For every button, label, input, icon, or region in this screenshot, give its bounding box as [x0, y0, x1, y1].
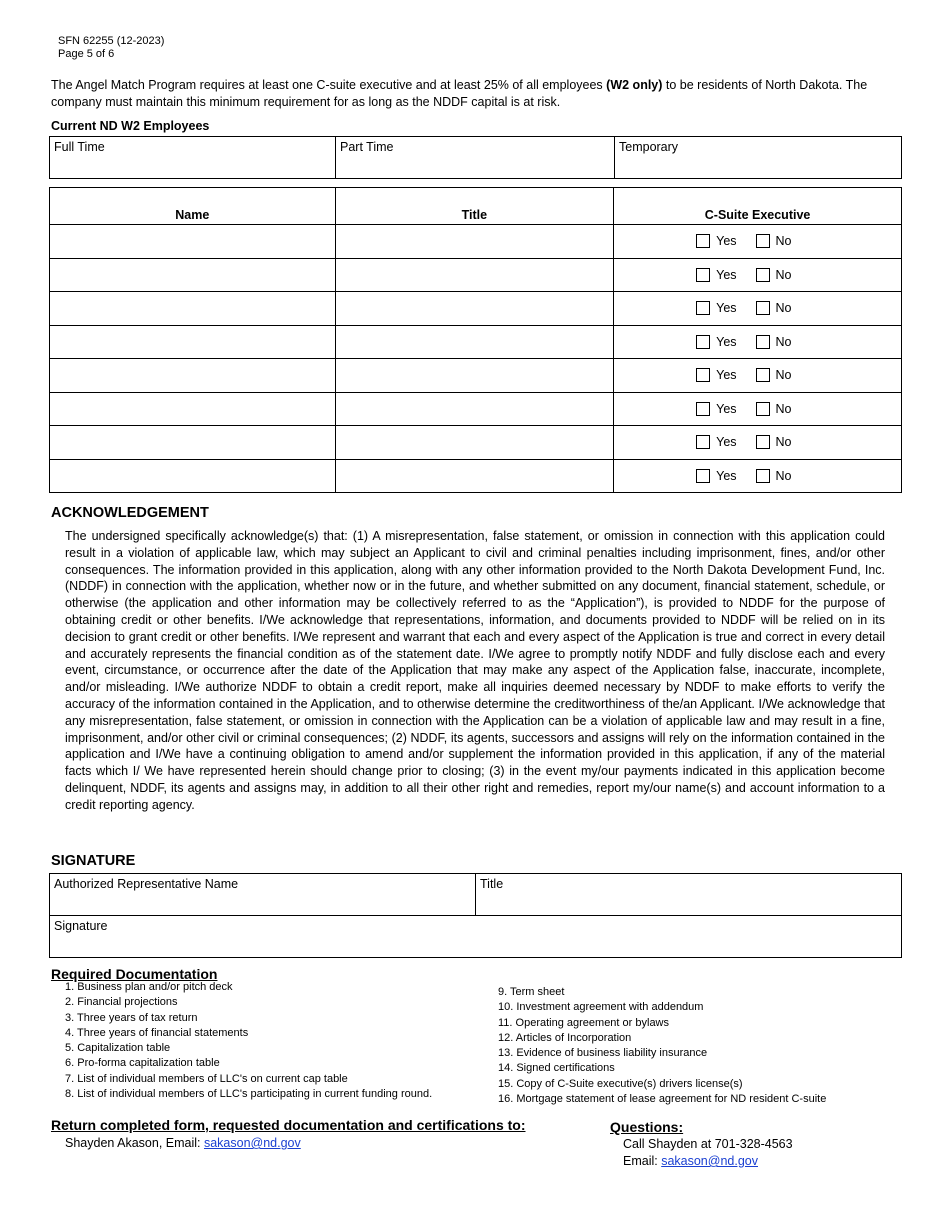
acknowledgement-text: The undersigned specifically acknowledge(s) that: (1) A misrepresentation, false statement, or omission in connection with this application could result in a violation of applicable law, which may subject an Applicant to civil and criminal penalties including imprisonment, fines, and/or other consequences. The information provided in this application, along with any other information provided to the North Dakota Development Fund, Inc. (NDDF) in connection with the application, whether now or in the future, and whether submitted on any document, financial statement, schedule, or otherwise (the application and other information may be collectively referred to as the “Application”), is provided to NDDF for the purpose of obtaining credit or other benefits. I/We acknowledge that representations, information, and documents provided to NDDF will be relied on in its decision to grant credit or other benefits. I/We represent and warrant that each and every aspect of the Application is true and correct in every detail and accurately represents the financial condition as of the statement date. I/We agree to promptly notify NDDF and fully disclose each and every event, circumstance, or occurrence after the date of the Application that may make any aspect of the Application false, inaccurate, incomplete, and/or misleading. I/We authorize NDDF to obtain a credit report, make all inquiries deemed necessary by NDDF to make efforts to verify the accuracy of the information contained in the Application, and to otherwise determine the creditworthiness of the/an Applicant. I/We acknowledge that any misrepresentation, false statement, or omission in connection with the Application can be a violation of applicable law and may result in a fine, imprisonment, and/or other civil or criminal consequences; (2) NDDF, its agents, successors and assigns will rely on the information contained in the application and I/We have a continuing obligation to amend and/or supplement the information provided in this application, if any of the material facts which I/ We have represented herein should change prior to closing; (3) in the event my/our payments indicated in this application become delinquent, NDDF, its agents and assigns may, in addition to all their other right and remedies, report my/our name(s) and account information to a credit reporting agency.	[65, 529, 885, 812]
csuite-options	[614, 435, 901, 449]
csuite-options	[614, 268, 901, 282]
employee-title-cell[interactable]	[335, 225, 614, 259]
return-contact-text: Shayden Akason, Email:	[65, 1136, 204, 1150]
required-docs-title: Required Documentation	[51, 966, 218, 982]
no-label: No	[775, 301, 792, 316]
questions-colon: :	[678, 1119, 684, 1135]
employee-title-cell[interactable]	[335, 359, 614, 393]
required-doc-item: 2. Financial projections	[65, 996, 178, 1009]
intro-text-1: The Angel Match Program requires at least one C-suite executive and at least 25% of all employees	[51, 78, 607, 92]
table-row	[50, 258, 902, 292]
form-number: SFN 62255 (12-2023)	[58, 35, 165, 47]
required-doc-item: 13. Evidence of business liability insurance	[498, 1047, 708, 1060]
no-checkbox[interactable]	[756, 402, 770, 416]
yes-label: Yes	[716, 435, 737, 450]
signature-row-1	[49, 873, 902, 916]
signature-row-2	[49, 915, 902, 958]
yes-checkbox[interactable]	[696, 335, 710, 349]
no-label: No	[775, 234, 792, 249]
required-docs-left	[65, 980, 432, 1102]
csuite-cell	[614, 459, 902, 493]
csuite-cell	[614, 359, 902, 393]
csuite-cell	[614, 258, 902, 292]
table-row	[50, 392, 902, 426]
no-checkbox[interactable]	[756, 435, 770, 449]
no-label: No	[775, 401, 792, 416]
employee-name-cell[interactable]	[50, 258, 336, 292]
required-doc-item: 14. Signed certifications	[498, 1062, 615, 1075]
employee-table	[49, 187, 902, 493]
questions-email-label: Email:	[623, 1154, 662, 1168]
yes-label: Yes	[716, 368, 737, 383]
signature-title: SIGNATURE	[51, 853, 136, 869]
employee-title-cell[interactable]	[335, 426, 614, 460]
yes-checkbox[interactable]	[696, 234, 710, 248]
name-column-header: Name	[50, 188, 336, 225]
no-checkbox[interactable]	[756, 335, 770, 349]
no-label: No	[775, 267, 792, 282]
employee-title-cell[interactable]	[335, 292, 614, 326]
employee-title-cell[interactable]	[335, 325, 614, 359]
temporary-field[interactable]	[615, 137, 901, 178]
no-label: No	[775, 368, 792, 383]
employee-table-header	[50, 188, 902, 225]
yes-label: Yes	[716, 301, 737, 316]
required-docs-right	[498, 985, 826, 1107]
questions-email-link[interactable]: sakason@nd.gov	[661, 1154, 758, 1168]
yes-label: Yes	[716, 234, 737, 249]
representative-name-field[interactable]	[50, 874, 476, 915]
no-checkbox[interactable]	[756, 301, 770, 315]
yes-checkbox[interactable]	[696, 368, 710, 382]
temporary-label: Temporary	[619, 140, 679, 154]
yes-label: Yes	[716, 468, 737, 483]
representative-name-label: Authorized Representative Name	[54, 877, 239, 891]
yes-checkbox[interactable]	[696, 435, 710, 449]
no-checkbox[interactable]	[756, 469, 770, 483]
csuite-options	[614, 368, 901, 382]
table-row	[50, 426, 902, 460]
return-email-link[interactable]: sakason@nd.gov	[203, 1136, 301, 1150]
required-doc-item: 6. Pro-forma capitalization table	[65, 1057, 220, 1070]
csuite-column-header: C-Suite Executive	[614, 188, 902, 225]
csuite-cell	[614, 292, 902, 326]
signature-label: Signature	[54, 919, 108, 933]
no-label: No	[775, 334, 792, 349]
employee-title-cell[interactable]	[335, 459, 614, 493]
table-row	[50, 325, 902, 359]
employee-name-cell[interactable]	[50, 459, 336, 493]
yes-checkbox[interactable]	[696, 268, 710, 282]
employee-name-cell[interactable]	[50, 292, 336, 326]
yes-checkbox[interactable]	[696, 402, 710, 416]
yes-label: Yes	[716, 401, 737, 416]
csuite-options	[614, 469, 901, 483]
full-time-field[interactable]	[50, 137, 336, 178]
csuite-cell	[614, 392, 902, 426]
return-title: Return completed form, requested documentation and certifications to:	[51, 1117, 526, 1133]
table-row	[50, 359, 902, 393]
signature-field[interactable]	[50, 916, 901, 957]
intro-bold: (W2 only)	[606, 78, 663, 92]
yes-checkbox[interactable]	[696, 301, 710, 315]
table-row	[50, 292, 902, 326]
intro-text-2: to be residents of North Dakota. The company must maintain this minimum requirement for as long as the NDDF capital is at risk.	[51, 78, 868, 109]
no-checkbox[interactable]	[756, 268, 770, 282]
no-label: No	[775, 468, 792, 483]
signature-title-field[interactable]	[476, 874, 901, 915]
yes-label: Yes	[716, 267, 737, 282]
form-header	[58, 35, 164, 61]
csuite-cell	[614, 325, 902, 359]
signature-title-label: Title	[480, 877, 504, 891]
required-doc-item: 4. Three years of financial statements	[65, 1026, 249, 1039]
full-time-label: Full Time	[54, 140, 105, 154]
no-label: No	[775, 435, 792, 450]
required-doc-item: 11. Operating agreement or bylaws	[498, 1016, 669, 1029]
employee-name-cell[interactable]	[50, 426, 336, 460]
required-doc-item: 7. List of individual members of LLC's on current cap table	[65, 1072, 348, 1085]
required-doc-item: 9. Term sheet	[498, 986, 565, 998]
employees-title: Current ND W2 Employees	[51, 119, 210, 133]
employee-counts-row	[49, 136, 902, 179]
required-doc-item: 12. Articles of Incorporation	[498, 1031, 632, 1044]
required-doc-item: 5. Capitalization table	[65, 1042, 171, 1055]
yes-label: Yes	[716, 334, 737, 349]
questions-email	[623, 1154, 758, 1168]
yes-checkbox[interactable]	[696, 469, 710, 483]
questions-call: Call Shayden at 701-328-4563	[623, 1137, 793, 1151]
employee-name-cell[interactable]	[50, 325, 336, 359]
csuite-cell	[614, 225, 902, 259]
questions-title-text: Questions	[610, 1119, 679, 1135]
title-column-header: Title	[335, 188, 614, 225]
part-time-field[interactable]	[336, 137, 615, 178]
required-doc-item: 15. Copy of C-Suite executive(s) drivers license(s)	[498, 1077, 743, 1090]
required-doc-item: 8. List of individual members of LLC's participating in current funding round.	[65, 1088, 433, 1101]
required-doc-item: 10. Investment agreement with addendum	[498, 1001, 704, 1014]
intro-paragraph	[51, 77, 901, 110]
no-checkbox[interactable]	[756, 368, 770, 382]
table-row	[50, 459, 902, 493]
required-doc-item: 1. Business plan and/or pitch deck	[65, 981, 233, 993]
csuite-options	[614, 402, 901, 416]
table-row	[50, 225, 902, 259]
csuite-options	[614, 335, 901, 349]
return-contact	[65, 1136, 301, 1150]
required-doc-item: 16. Mortgage statement of lease agreement for ND resident C-suite	[498, 1093, 827, 1106]
part-time-label: Part Time	[340, 140, 394, 154]
employee-title-cell[interactable]	[335, 392, 614, 426]
page-number: Page 5 of 6	[58, 48, 115, 60]
csuite-options	[614, 301, 901, 315]
employee-name-cell[interactable]	[50, 359, 336, 393]
acknowledgement-title: ACKNOWLEDGEMENT	[51, 505, 209, 521]
csuite-cell	[614, 426, 902, 460]
csuite-options	[614, 234, 901, 248]
no-checkbox[interactable]	[756, 234, 770, 248]
employee-name-cell[interactable]	[50, 225, 336, 259]
employee-title-cell[interactable]	[335, 258, 614, 292]
required-doc-item: 3. Three years of tax return	[65, 1011, 198, 1024]
employee-name-cell[interactable]	[50, 392, 336, 426]
questions-title	[610, 1119, 683, 1135]
